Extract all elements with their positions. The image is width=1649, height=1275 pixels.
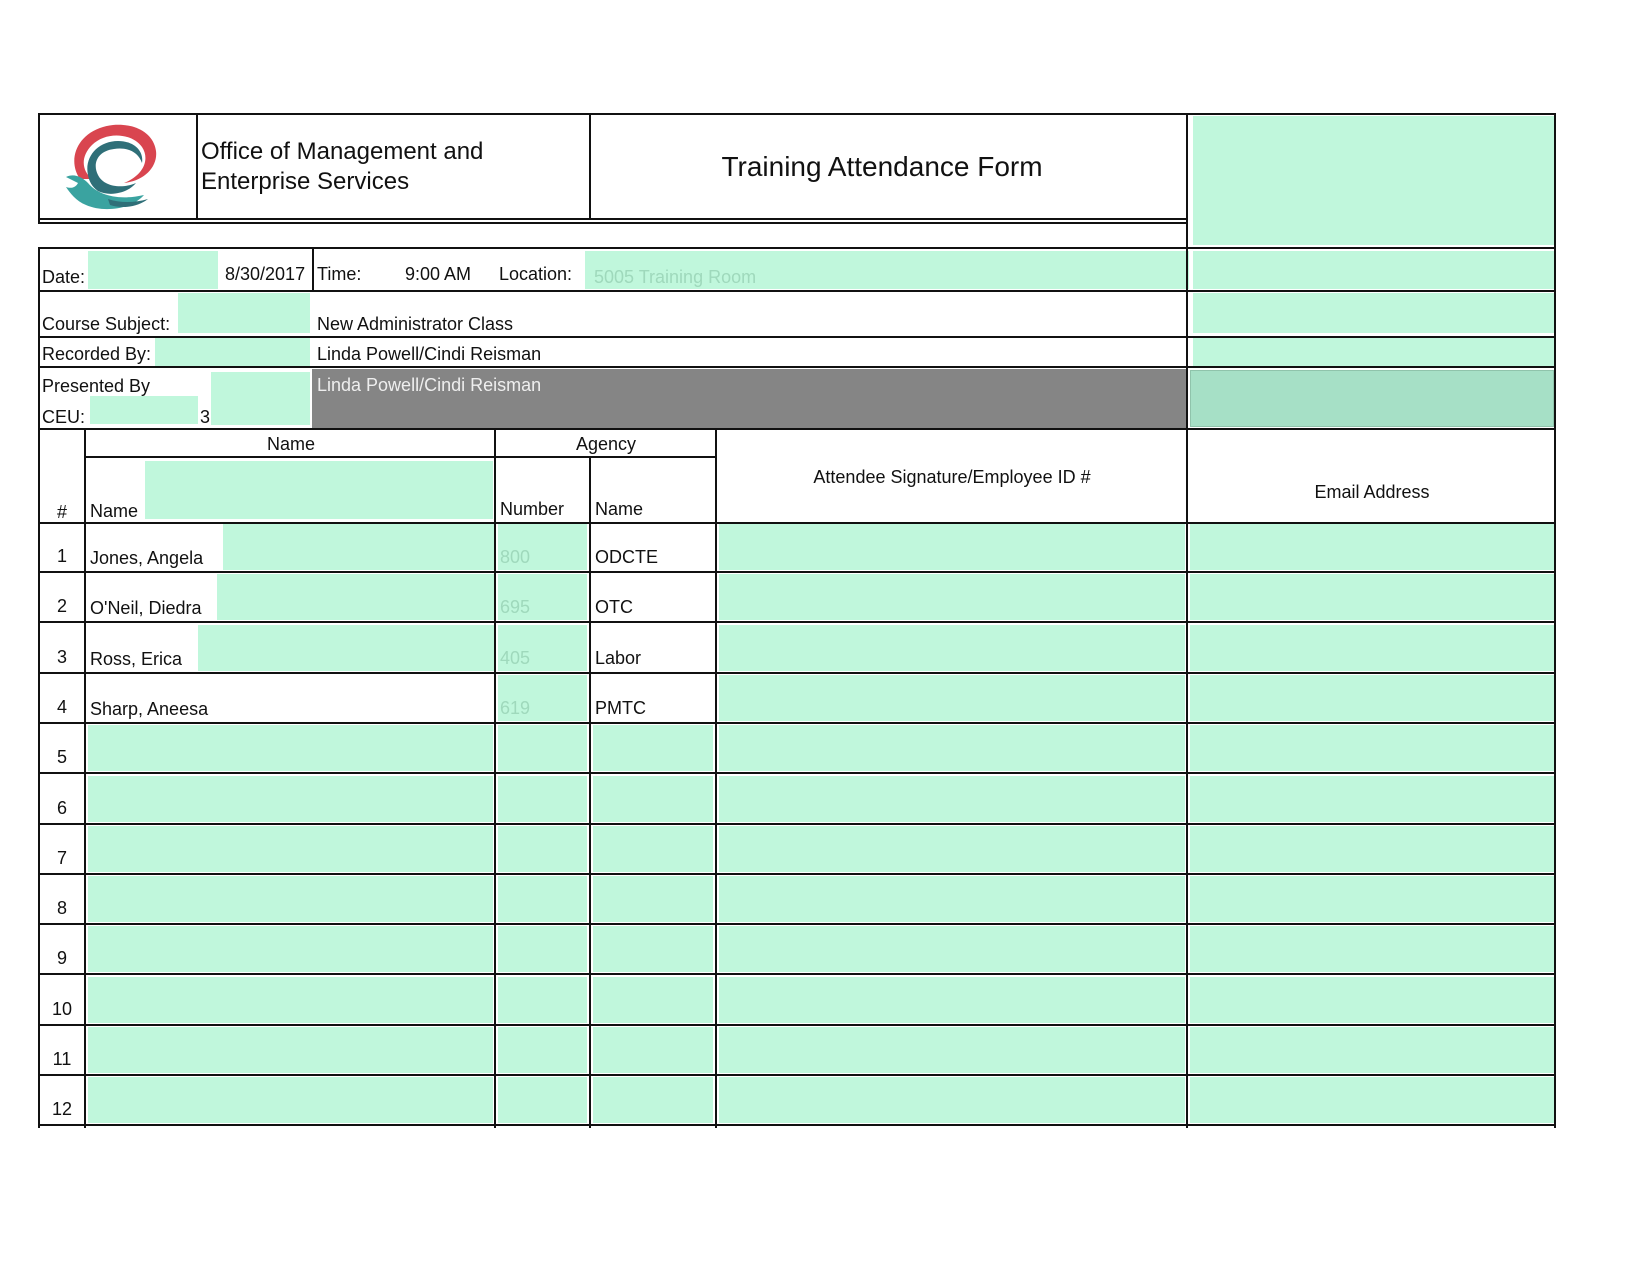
ceu-label: CEU: [42,407,86,427]
agency-name-cell-fill[interactable] [593,977,713,1023]
row-divider [38,722,1556,724]
agency-name-cell-fill[interactable] [593,776,713,822]
name-cell-fill[interactable] [88,826,493,872]
course-label-fill[interactable] [178,293,310,333]
email-cell-fill[interactable] [1190,524,1554,570]
name-cell-fill[interactable] [88,977,493,1023]
email-header: Email Address [1314,482,1430,502]
agency-name-cell-fill[interactable] [593,826,713,872]
name-cell-fill[interactable] [88,926,493,972]
row-divider [38,772,1556,774]
row-divider [38,1074,1556,1076]
agency-number-cell-fill[interactable] [498,826,587,872]
email-cell-fill[interactable] [1190,675,1554,721]
row-divider [38,571,1556,573]
agency-number[interactable]: 695 [500,597,531,617]
recorded-by-value[interactable]: Linda Powell/Cindi Reisman [317,344,542,364]
email-cell-fill[interactable] [1190,1077,1554,1123]
row-number: 8 [56,898,68,918]
course-subject-label: Course Subject: [42,314,171,334]
row-number: 4 [56,697,68,717]
agency-name-cell-fill[interactable] [593,876,713,922]
email-cell-fill[interactable] [1190,926,1554,972]
signature-cell-fill[interactable] [719,524,1185,570]
row-divider [38,522,1556,524]
hash-header: # [56,502,68,522]
name-cell-fill[interactable] [223,524,494,570]
location-label: Location: [499,264,573,284]
agency-name-cell-fill[interactable] [593,926,713,972]
attendee-name[interactable]: Ross, Erica [90,649,183,669]
date-label: Date: [42,267,86,287]
agency-number-cell-fill[interactable] [498,876,587,922]
agency-number-cell-fill[interactable] [498,776,587,822]
org-name-line1: Office of Management and [201,138,484,165]
email-cell-fill[interactable] [1190,776,1554,822]
agency-number[interactable]: 800 [500,547,531,567]
info-right-field-2[interactable] [1193,293,1555,333]
name-header-fill[interactable] [145,461,493,519]
signature-cell-fill[interactable] [719,574,1185,620]
presented-by-value[interactable]: Linda Powell/Cindi Reisman [317,375,542,395]
row-number: 10 [51,999,73,1019]
email-cell-fill[interactable] [1190,725,1554,771]
signature-cell-fill[interactable] [719,826,1185,872]
signature-cell-fill[interactable] [719,926,1185,972]
signature-cell-fill[interactable] [719,725,1185,771]
row-number: 5 [56,747,68,767]
time-value[interactable]: 9:00 AM [405,264,472,284]
row-divider [38,823,1556,825]
course-subject-value[interactable]: New Administrator Class [317,314,514,334]
presenter-side-field[interactable] [1190,370,1554,427]
agency-number-cell-fill[interactable] [498,977,587,1023]
name-cell-fill[interactable] [88,776,493,822]
name-cell-fill[interactable] [88,725,493,771]
agency-name[interactable]: PMTC [595,698,646,718]
signature-cell-fill[interactable] [719,1077,1185,1123]
agency-name-cell-fill[interactable] [593,725,713,771]
org-name-line2: Enterprise Services [201,168,410,195]
name-cell-fill[interactable] [88,1077,493,1123]
date-value[interactable]: 8/30/2017 [225,264,306,284]
info-right-field-3[interactable] [1193,338,1555,366]
signature-cell-fill[interactable] [719,1027,1185,1073]
signature-cell-fill[interactable] [719,977,1185,1023]
recorded-by-label: Recorded By: [42,344,152,364]
name-sub-header: Name [90,501,139,521]
recorded-label-fill[interactable] [155,338,310,366]
signature-cell-fill[interactable] [719,876,1185,922]
form-title: Training Attendance Form [721,151,1043,182]
email-cell-fill[interactable] [1190,826,1554,872]
omes-logo-icon [58,117,168,217]
agency-number-header: Number [500,499,565,519]
attendee-name[interactable]: Sharp, Aneesa [90,699,209,719]
row-divider [38,621,1556,623]
agency-number-cell-fill[interactable] [498,1027,587,1073]
agency-number[interactable]: 619 [500,698,531,718]
row-number: 3 [56,647,68,667]
presented-label-fill[interactable] [211,372,310,425]
name-cell-fill[interactable] [198,625,494,671]
ceu-value[interactable]: 3 [200,407,211,427]
row-divider [38,1124,1556,1126]
row-number: 2 [56,596,68,616]
row-number: 9 [56,948,68,968]
row-divider [38,873,1556,875]
name-group-header: Name [266,434,316,454]
row-divider [38,672,1556,674]
agency-number-cell-fill[interactable] [498,725,587,771]
attendee-name[interactable]: Jones, Angela [90,548,204,568]
row-number: 7 [56,848,68,868]
signature-cell-fill[interactable] [719,776,1185,822]
signature-cell-fill[interactable] [719,675,1185,721]
agency-name[interactable]: Labor [595,648,642,668]
agency-name-header: Name [595,499,644,519]
agency-number[interactable]: 405 [500,648,531,668]
date-field-fill[interactable] [88,251,218,289]
attendee-name[interactable]: O'Neil, Diedra [90,598,202,618]
email-cell-fill[interactable] [1190,876,1554,922]
signature-cell-fill[interactable] [719,625,1185,671]
email-cell-fill[interactable] [1190,1027,1554,1073]
email-cell-fill[interactable] [1190,574,1554,620]
row-divider [38,973,1556,975]
agency-group-header: Agency [575,434,637,454]
agency-number-cell-fill[interactable] [498,926,587,972]
row-number: 11 [52,1049,72,1069]
presented-by-label: Presented By [42,376,151,396]
agency-name[interactable]: OTC [595,597,633,617]
header-right-field[interactable] [1193,116,1555,245]
row-divider [38,923,1556,925]
agency-number-cell-fill[interactable] [498,1077,587,1123]
row-divider [38,1024,1556,1026]
name-cell-fill[interactable] [88,1027,493,1073]
name-cell-fill[interactable] [217,574,494,620]
email-cell-fill[interactable] [1190,977,1554,1023]
time-label: Time: [317,264,362,284]
agency-name-cell-fill[interactable] [593,1027,713,1073]
row-number: 6 [56,798,68,818]
row-number: 1 [56,546,68,566]
email-cell-fill[interactable] [1190,625,1554,671]
agency-name-cell-fill[interactable] [593,1077,713,1123]
info-right-field-1[interactable] [1193,251,1555,289]
location-value[interactable]: 5005 Training Room [594,267,757,287]
agency-name[interactable]: ODCTE [595,547,658,567]
signature-header: Attendee Signature/Employee ID # [813,467,1091,487]
row-number: 12 [51,1099,73,1119]
name-cell-fill[interactable] [88,876,493,922]
ceu-label-fill[interactable] [90,396,198,424]
